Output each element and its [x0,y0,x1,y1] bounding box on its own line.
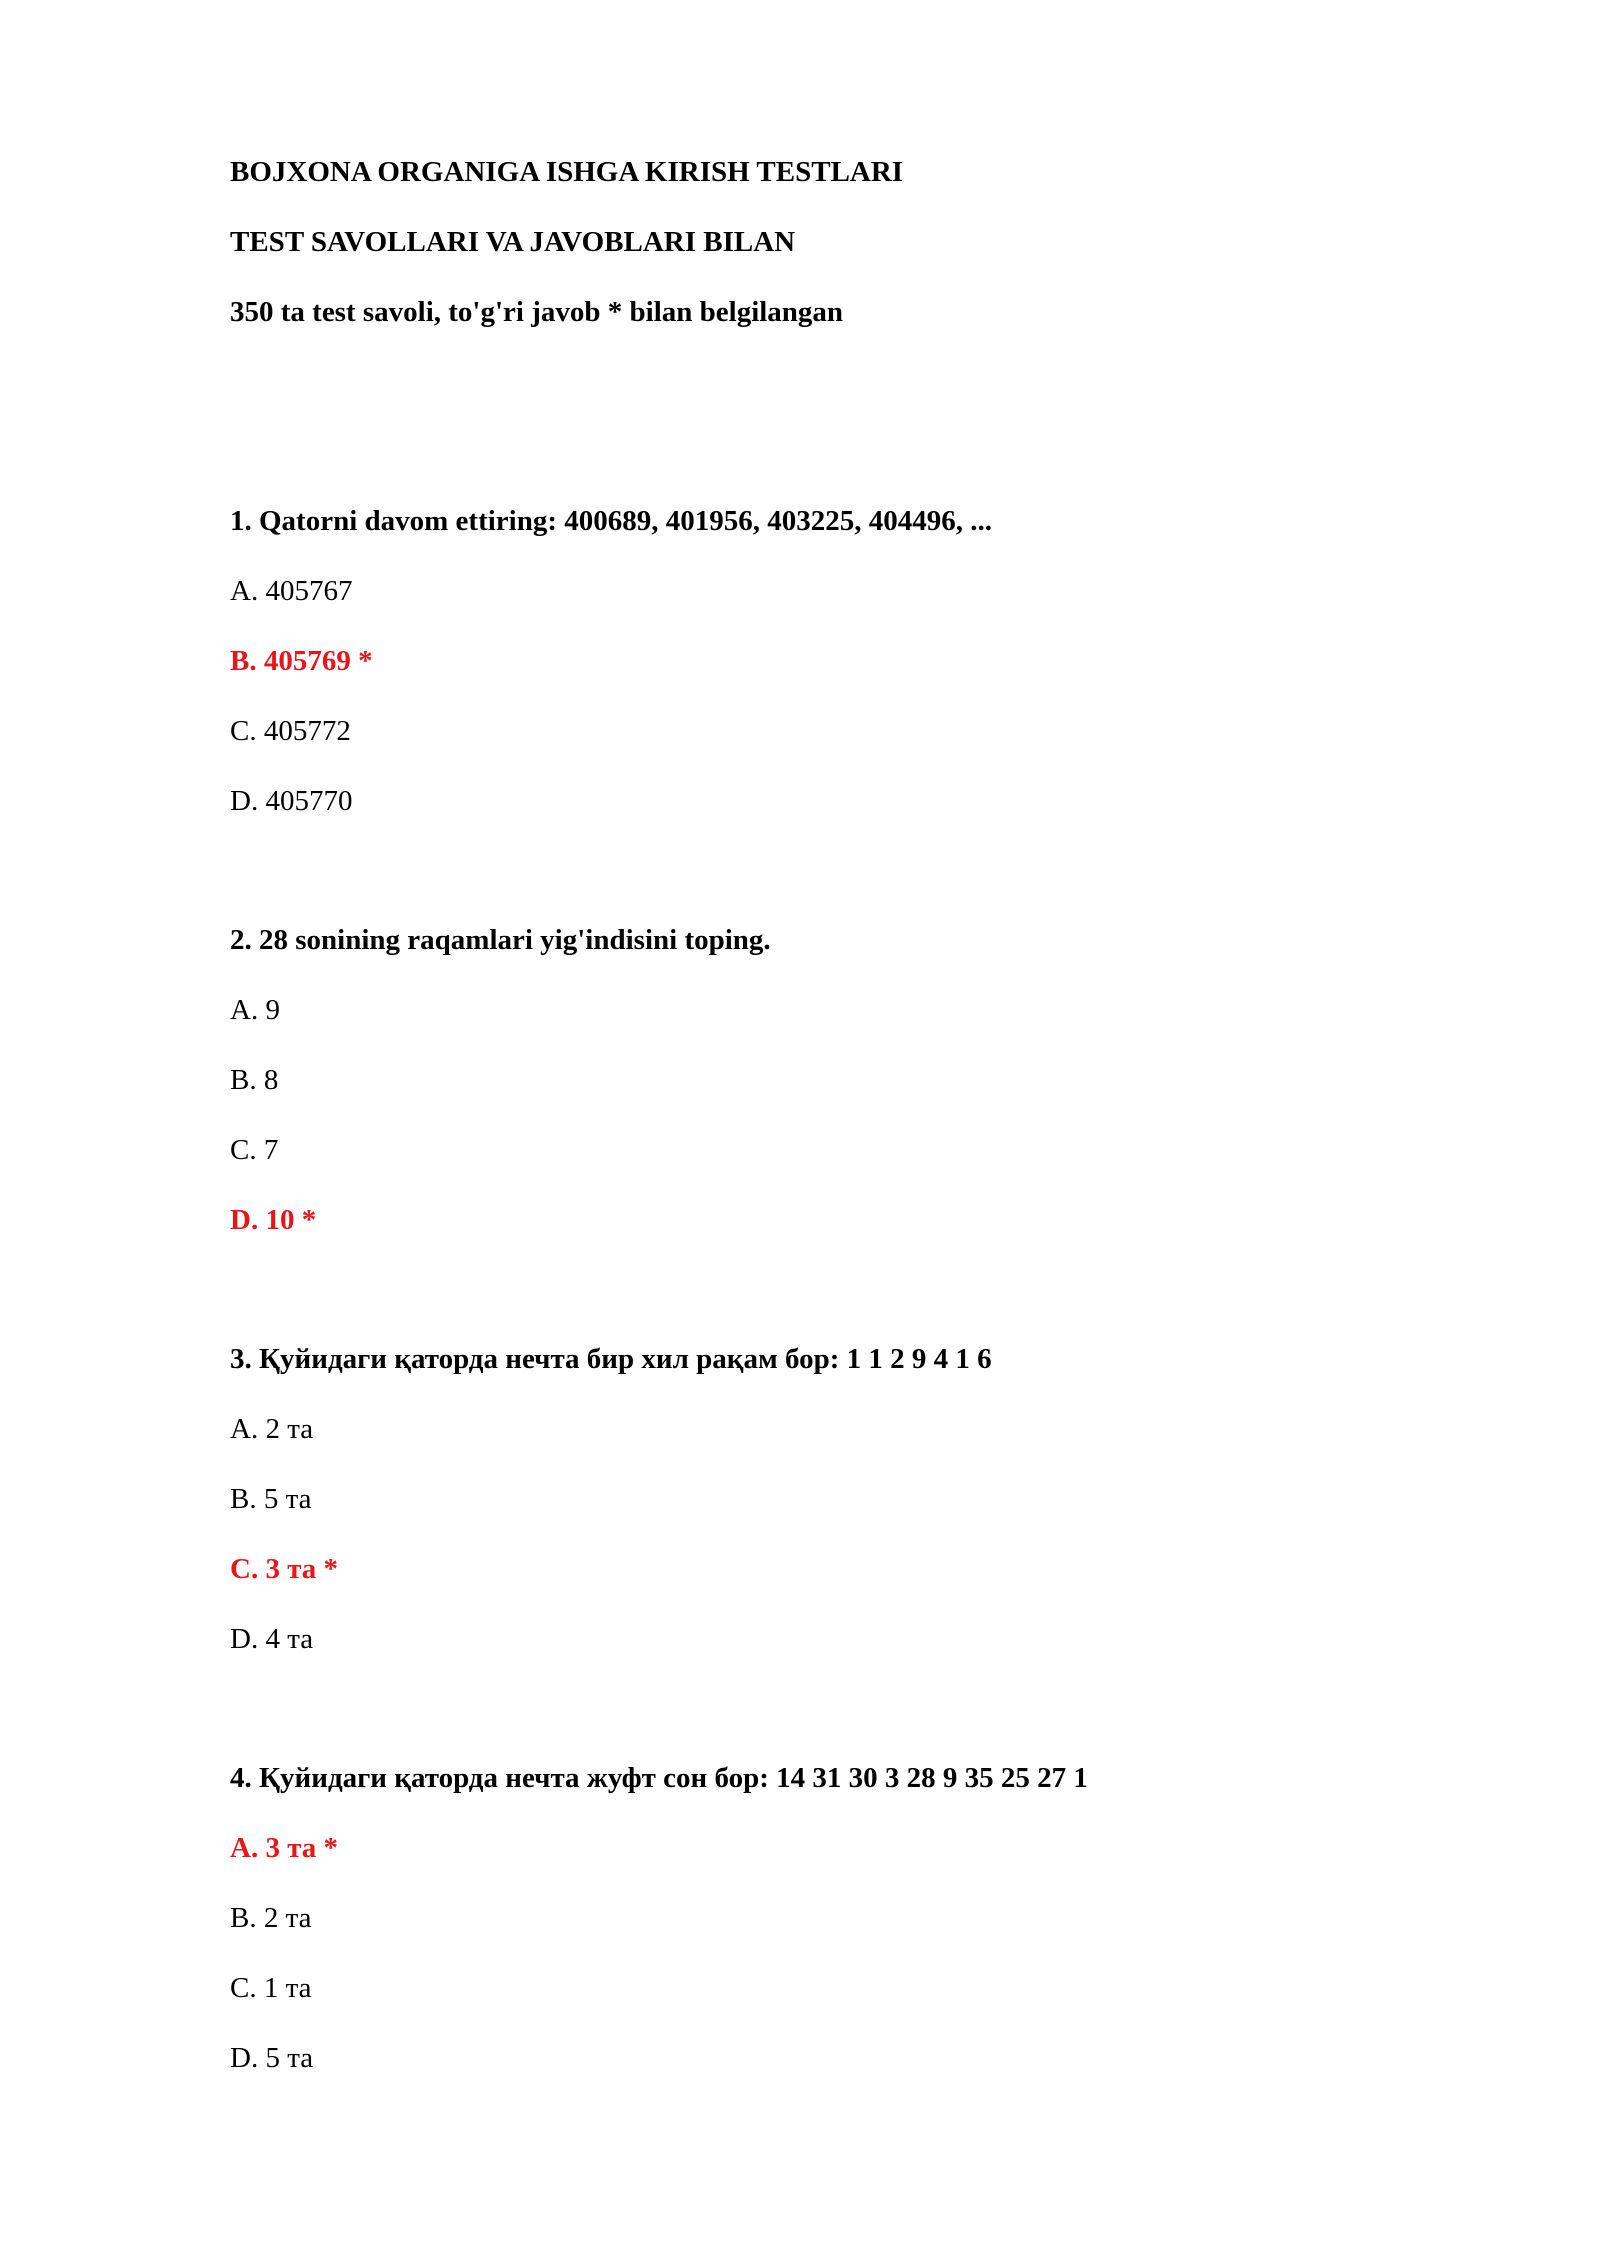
document-note: 350 ta test savoli, to'g'ri javob * bilan belgilangan [230,296,844,328]
question-2-option-b: B. 8 [230,1064,279,1096]
question-1-option-c: C. 405772 [230,715,351,747]
question-1-option-a: A. 405767 [230,575,353,607]
question-2-option-a: A. 9 [230,994,280,1026]
question-4-option-b: B. 2 та [230,1902,312,1934]
question-2: 2. 28 sonining raqamlari yig'indisini toping. [230,924,771,956]
document-title: BOJXONA ORGANIGA ISHGA KIRISH TESTLARI [230,156,904,188]
question-3-option-b: B. 5 та [230,1483,312,1515]
document-subtitle: TEST SAVOLLARI VA JAVOBLARI BILAN [230,226,796,258]
question-4-option-a-correct: A. 3 та * [230,1832,339,1864]
question-4-option-d: D. 5 та [230,2042,314,2074]
question-1: 1. Qatorni davom ettiring: 400689, 401956, 403225, 404496, ... [230,505,993,537]
question-4-option-c: C. 1 та [230,1972,312,2004]
question-3: 3. Қуйидаги қаторда нечта бир хил рақам бор: 1 1 2 9 4 1 6 [230,1343,992,1375]
question-3-option-a: A. 2 та [230,1413,314,1445]
question-2-option-d-correct: D. 10 * [230,1204,317,1236]
question-1-option-d: D. 405770 [230,785,353,817]
question-3-option-d: D. 4 та [230,1623,314,1655]
question-2-option-c: C. 7 [230,1134,279,1166]
question-4: 4. Қуйидаги қаторда нечта жуфт сон бор: 14 31 30 3 28 9 35 25 27 1 [230,1762,1088,1794]
question-3-option-c-correct: C. 3 та * [230,1553,339,1585]
question-1-option-b-correct: B. 405769 * [230,645,373,677]
